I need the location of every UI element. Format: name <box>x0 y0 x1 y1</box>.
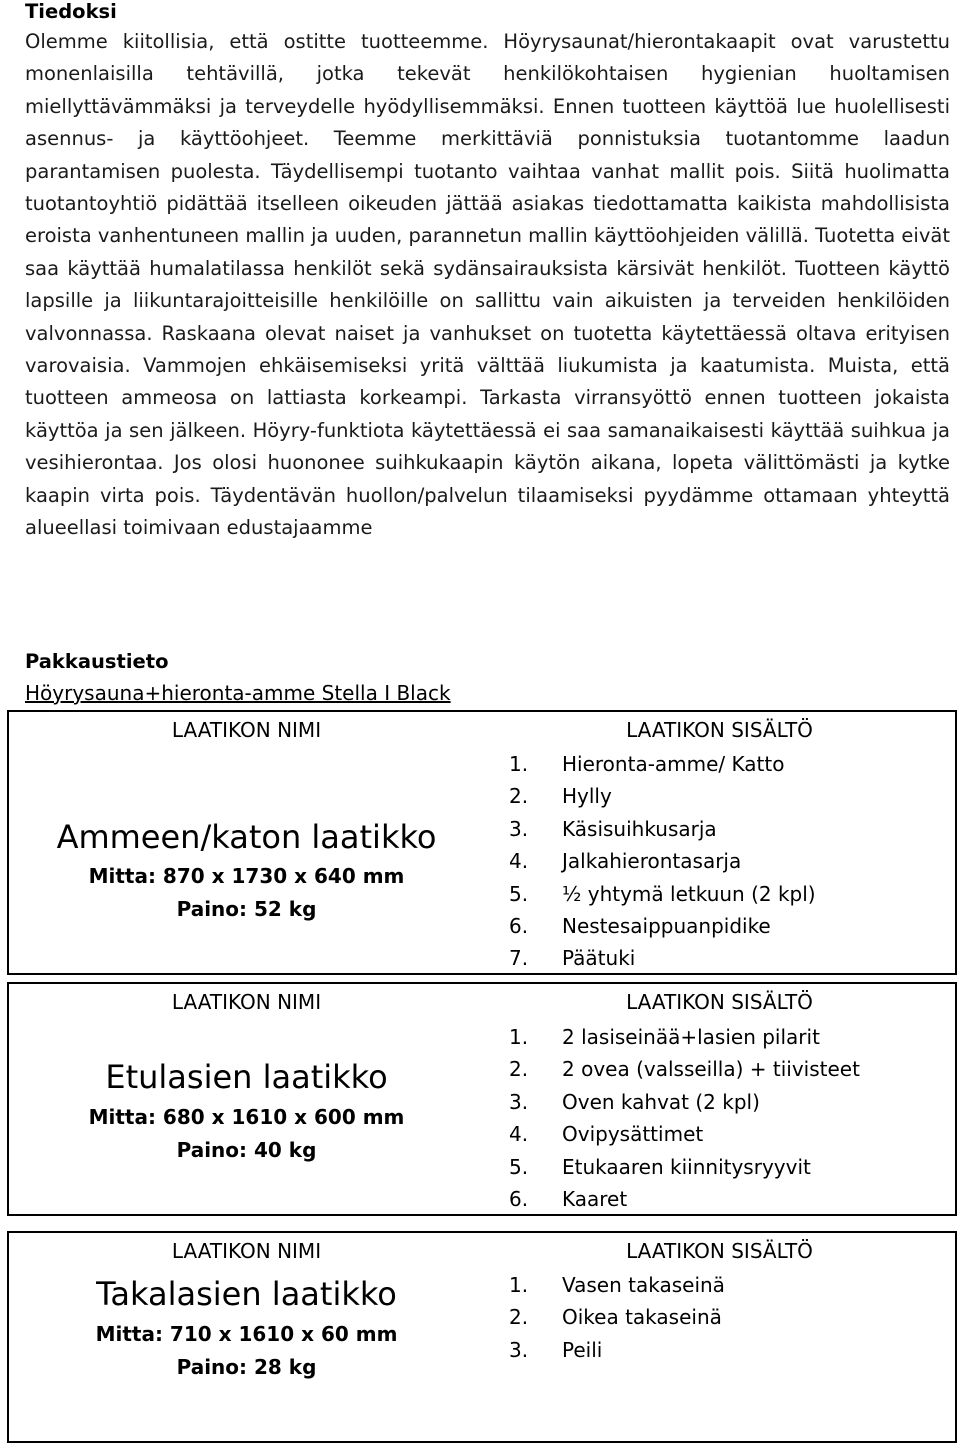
box-contents-header: LAATIKON SISÄLTÖ <box>626 1239 813 1263</box>
box-weight: Paino: 28 kg <box>176 1355 317 1379</box>
box-contents-header: LAATIKON SISÄLTÖ <box>626 990 813 1014</box>
box-contents-column <box>484 984 955 1214</box>
list-item: 3. Oven kahvat (2 kpl) <box>509 1089 760 1114</box>
box-name-column <box>9 712 484 973</box>
box-name-header: LAATIKON NIMI <box>171 990 322 1014</box>
list-item: 1. 2 lasiseinää+lasien pilarit <box>509 1025 820 1049</box>
list-item: 1. Hieronta-amme/ Katto <box>509 752 785 776</box>
list-item: 3. Peili <box>509 1337 603 1362</box>
list-item: 2. 2 ovea (valsseilla) + tiivisteet <box>509 1057 860 1082</box>
box-name: Takalasien laatikko <box>96 1275 397 1313</box>
package-box-3 <box>7 1231 957 1443</box>
box-contents-list <box>509 1269 725 1366</box>
list-item: 2. Hylly <box>509 784 612 809</box>
package-box-2 <box>7 982 957 1216</box>
box-name-header: LAATIKON NIMI <box>171 718 322 742</box>
box-contents-column <box>484 1233 955 1441</box>
list-item: 5. Etukaaren kiinnitysryyvit <box>509 1154 811 1179</box>
packaging-heading: Pakkaustieto <box>25 650 169 673</box>
box-name-header: LAATIKON NIMI <box>171 1239 322 1263</box>
box-contents-column <box>484 712 955 973</box>
box-name: Ammeen/katon laatikko <box>56 818 437 856</box>
list-item: 6. Kaaret <box>509 1187 628 1212</box>
list-item: 3. Käsisuihkusarja <box>509 816 717 841</box>
box-contents-list <box>509 748 816 975</box>
box-size: Mitta: 870 x 1730 x 640 mm <box>88 864 405 888</box>
intro-heading: Tiedoksi <box>25 0 117 23</box>
list-item: 6. Nestesaippuanpidike <box>509 914 771 939</box>
list-item: 4. Jalkahierontasarja <box>509 849 742 874</box>
list-item: 1. Vasen takaseinä <box>509 1273 725 1297</box>
list-item: 5. ½ yhtymä letkuun (2 kpl) <box>509 881 816 906</box>
intro-paragraph: Olemme kiitollisia, että ostitte tuotteemme. Höyrysaunat/hierontakaapit ovat varustettu monenlaisilla tehtävillä, jotka tekevät henkilökohtaisen hygienian huoltamisen miellyttävämmäksi ja terveydelle hyödyllisemmäksi. Ennen tuotteen käyttöä lue huolellisesti asennus- ja käyttöohjeet. Teemme merkittäviä ponnistuksia tuotantomme laadun parantamisen puolesta. Täydellisempi tuotanto vaihtaa vanhat mallit pois. Siitä huolimatta tuotantoyhtiö pidättää itselleen oikeuden jättää asiakas tiedottamatta kaikista mahdollisista eroista vanhentuneen mallin ja uuden, parannetun mallin käyttöohjeiden välillä. Tuotetta eivät saa käyttää humalatilassa henkilöt sekä sydänsairauksista kärsivät henkilöt. Tuotteen käyttö lapsille ja liikuntarajoitteisille henkilöille on sallittu vain aikuisten ja terveiden henkilöiden valvonnassa. Raskaana olevat naiset ja vanhukset on tuotetta käytettäessä oltava erityisen varovaisia. Vammojen ehkäisemiseksi yritä välttää liukumista ja kaatumista. Muista, että tuotteen ammeosa on lattiasta korkeampi. Tarkasta virransyöttö ennen tuotteen jokaista käyttöa ja sen jälkeen. Höyry-funktiota käytettäessä ei saa samanaikaisesti käyttää suihkua ja vesihierontaa. Jos olosi huononee suihkukaapin käytön aikana, lopeta välittömästi ja kytke kaapin virta pois. Täydentävän huollon/palvelun tilaamiseksi pyydämme ottamaan yhteyttä alueellasi toimivaan edustajaamme <box>25 30 950 540</box>
box-contents-list <box>509 1021 860 1215</box>
box-name-column <box>9 1233 484 1441</box>
list-item: 2. Oikea takaseinä <box>509 1305 722 1330</box>
box-contents-header: LAATIKON SISÄLTÖ <box>626 718 813 742</box>
box-weight: Paino: 52 kg <box>176 897 317 921</box>
list-item: 4. Ovipysättimet <box>509 1122 704 1147</box>
box-name-column <box>9 984 484 1214</box>
box-size: Mitta: 680 x 1610 x 600 mm <box>88 1105 405 1129</box>
box-name: Etulasien laatikko <box>105 1058 388 1096</box>
box-size: Mitta: 710 x 1610 x 60 mm <box>95 1322 398 1346</box>
product-name: Höyrysauna+hieronta-amme Stella I Black <box>25 681 451 705</box>
box-weight: Paino: 40 kg <box>176 1138 317 1162</box>
list-item: 7. Päätuki <box>509 946 636 971</box>
package-box-1 <box>7 710 957 975</box>
